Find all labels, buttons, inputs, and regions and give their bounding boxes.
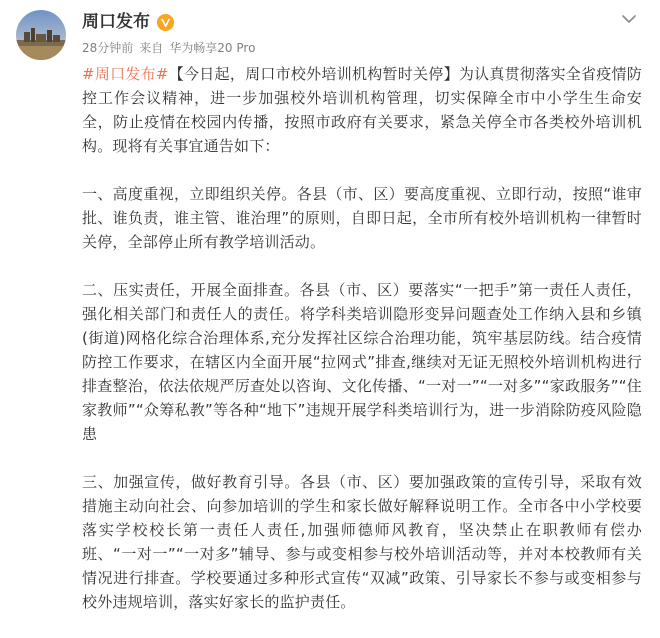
avatar-image [16, 10, 66, 60]
post-time[interactable]: 28分钟前 [82, 41, 134, 55]
verified-v-icon [156, 13, 175, 32]
device-source: 华为畅享20 Pro [169, 41, 256, 55]
source-prefix: 来自 [139, 41, 164, 55]
post-meta [82, 39, 261, 57]
post-intro-paragraph [82, 62, 642, 158]
account-name[interactable]: 周口发布 [82, 12, 150, 32]
topic-hashtag-link[interactable]: #周口发布# [82, 65, 169, 83]
avatar[interactable] [16, 10, 66, 60]
more-options-button[interactable] [618, 10, 640, 28]
chevron-down-icon [618, 10, 640, 28]
post-section-1: 一、高度重视，立即组织关停。各县（市、区）要高度重视、立即行动，按照“谁审批、谁负责，谁主管、谁治理”的原则，自即日起，全市所有校外培训机构一律暂时关停，全部停止所有教学培训活动。 [82, 185, 642, 251]
post-section-2: 二、压实责任，开展全面排查。各县（市、区）要落实“一把手”第一责任人责任，强化相关部门和责任人的责任。将学科类培训隐形变异问题查处工作纳入县和乡镇(街道)网格化综合治理体系,充分发挥社区综合治理功能，筑牢基层防线。结合疫情防控工作要求，在辖区内全面开展“拉网式”排查,继续对无证无照校外培训机构进行排查整治，依法依规严厉查处以咨询、文化传播、“一对一”“一对多”“家政服务”“住家教师”“众筹私教”等各种“地下”违规开展学科类培训行为，进一步消除防疫风险隐患 [82, 281, 642, 443]
account-name-row [82, 10, 175, 34]
post-section-3: 三、加强宣传，做好教育引导。各县（市、区）要加强政策的宣传引导，采取有效措施主动向社会、向参加培训的学生和家长做好解释说明工作。全市各中小学校要落实学校校长第一责任人责任,加强师德师风教育，坚决禁止在职教师有偿办班、“一对一”“一对多”辅导、参与或变相参与校外培训活动等，并对本校教师有关情况进行排查。学校要通过多种形式宣传“双减”政策、引导家长不参与或变相参与校外违规培训，落实好家长的监护责任。 [82, 473, 642, 611]
post-content [82, 62, 642, 614]
post-intro-text: 【今日起，周口市校外培训机构暂时关停】为认真贯彻落实全省疫情防控工作会议精神，进一步加强校外培训机构管理，切实保障全市中小学生生命安全，防止疫情在校园内传播，按照市政府有关要求，紧急关停全市各类校外培训机构。现将有关事宜通告如下： [82, 65, 642, 155]
